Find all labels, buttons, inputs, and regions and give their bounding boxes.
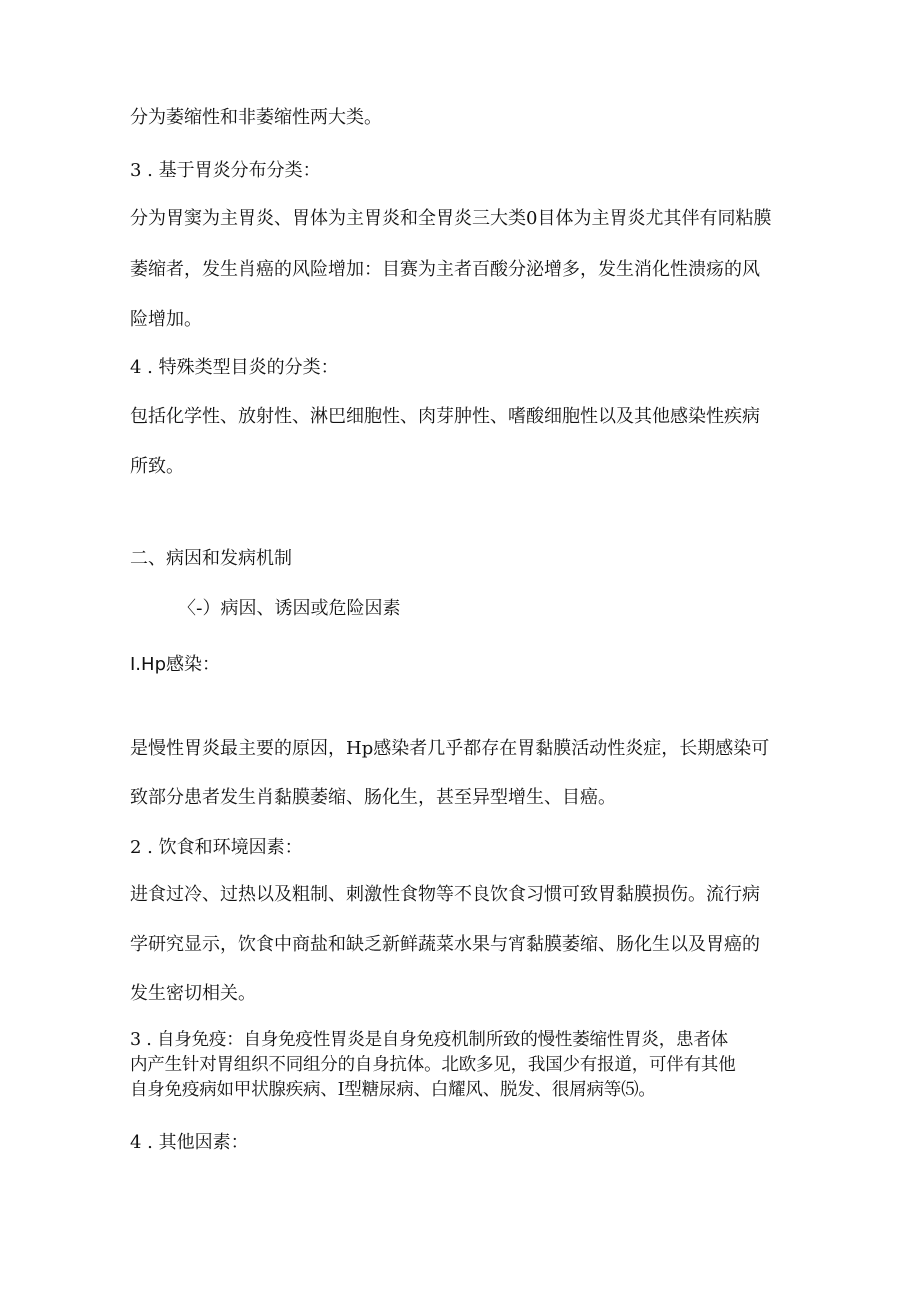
list-heading: I.Hp感染： xyxy=(130,654,220,675)
section-heading: 二、病因和发病机制 xyxy=(130,548,292,569)
text-line: 自身免疫病如甲状腺疾病、I型糖尿病、白耀风、脱发、很屑病等⑸。 xyxy=(130,1080,656,1100)
text-line: 险增加。 xyxy=(130,309,202,330)
text-line: 萎缩者，发生肖癌的风险增加：目赛为主者百酸分泌增多，发生消化性溃疡的风 xyxy=(130,259,760,280)
text-line: 分为萎缩性和非萎缩性两大类。 xyxy=(130,107,382,128)
text-line: 致部分患者发生肖黏膜萎缩、肠化生，甚至异型增生、目癌。 xyxy=(130,787,616,808)
text-line: 进食过冷、过热以及粗制、刺激性食物等不良饮食习惯可致胃黏膜损伤。流行病 xyxy=(130,884,760,905)
text-line: 发生密切相关。 xyxy=(130,983,256,1004)
list-heading: 3 . 基于胃炎分布分类： xyxy=(130,160,321,181)
text-line: 包括化学性、放射性、淋巴细胞性、肉芽肿性、嗜酸细胞性以及其他感染性疾病 xyxy=(130,406,760,427)
text-line: 学研究显示，饮食中商盐和缺乏新鲜蔬菜水果与宵黏膜萎缩、肠化生以及胃癌的 xyxy=(130,934,760,955)
list-heading: 2 . 饮食和环境因素： xyxy=(130,837,303,858)
text-line: 是慢性胃炎最主要的原因，Hp感染者几乎都存在胃黏膜活动性炎症，长期感染可 xyxy=(130,738,770,759)
subsection-heading: 〈-）病因、诱因或危险因素 xyxy=(178,598,401,619)
list-heading: 4 . 特殊类型目炎的分类： xyxy=(130,357,339,378)
list-heading: 4 . 其他因素： xyxy=(130,1132,249,1153)
list-item: 3 . 自身免疫：自身免疫性胃炎是自身免疫机制所致的慢性萎缩性胃炎，患者体 xyxy=(130,1030,728,1050)
text-line: 分为胃窦为主胃炎、胃体为主胃炎和全胃炎三大类0目体为主胃炎尤其伴有同粘膜 xyxy=(130,208,772,229)
text-line: 所致。 xyxy=(130,456,184,477)
text-line: 内产生针对胃组织不同组分的自身抗体。北欧多见，我国少有报道，可伴有其他 xyxy=(130,1055,736,1075)
